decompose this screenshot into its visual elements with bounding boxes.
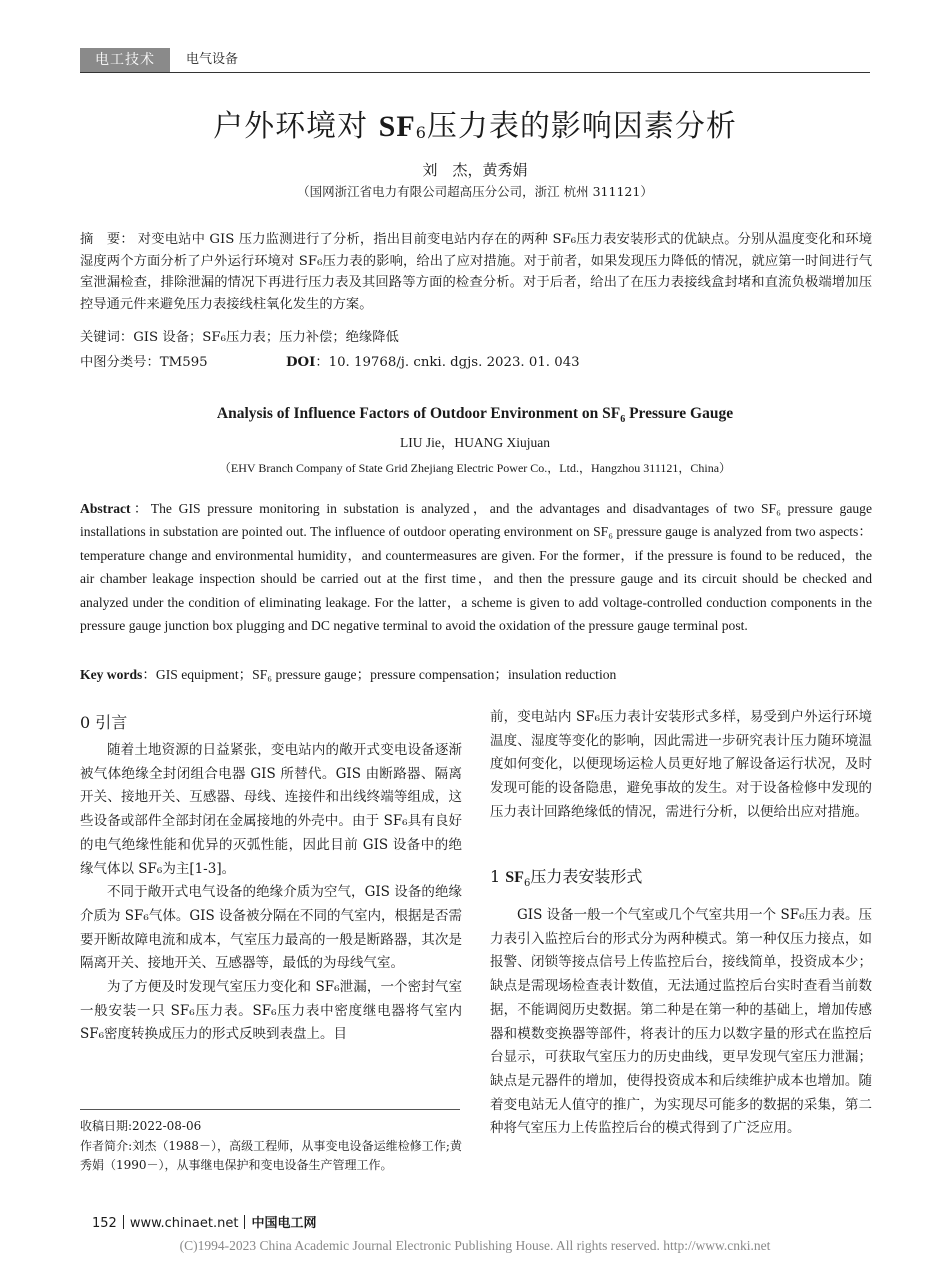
abstract-cn bbox=[80, 229, 872, 315]
classification-line bbox=[80, 352, 872, 374]
affiliation: （国网浙江省电力有限公司超高压分公司，浙江 杭州 311121） bbox=[297, 184, 653, 199]
header-divider bbox=[80, 72, 870, 73]
journal-section-name: 电气设备 bbox=[186, 52, 239, 67]
right-column-top bbox=[490, 706, 872, 825]
abstract-en bbox=[80, 497, 872, 637]
footnote bbox=[80, 1117, 462, 1176]
right-column-bottom bbox=[490, 904, 872, 1141]
section-heading-1: 1 $SF_6$压力表安装形式 bbox=[490, 867, 643, 890]
footnote-divider bbox=[80, 1109, 460, 1110]
keywords-cn-text: GIS 设备；SF₆压力表；压力补偿；绝缘降低 bbox=[133, 330, 399, 345]
website-link[interactable]: www.chinaet.net bbox=[129, 1216, 239, 1231]
keywords-en-label: Key words bbox=[80, 667, 143, 682]
english-affiliation: （EHV Branch Company of State Grid Zhejiang Electric Power Co.，Ltd.，Hangzhou 311121，China） bbox=[218, 461, 732, 475]
authors: 刘 杰，黄秀娟 bbox=[422, 161, 528, 179]
paragraph: GIS 设备一般一个气室或几个气室共用一个 SF₆压力表。压力表引入监控后台的形式分为两种模式。第一种仅压力接点，如报警、闭锁等接点信号上传监控后台，接线简单，投资成本少；缺点是需现场检查表计数值，无法通过监控后台实时查看当前数据，不能调阅历史数据。第二种是在第一种的基础上，增加传感器和模数变换器等部件，将表计的压力以数字量的形式在监控后台显示，可获取气室压力的历史曲线，更早发现气室压力泄漏；缺点是元器件的增加，使得投资成本和后续维护成本也增加。随着变电站无人值守的推广，为实现尽可能多的数据的采集，第二种将气室压力上传监控后台的模式得到了广泛应用。 bbox=[490, 907, 872, 1137]
journal-section-tag: 电工技术 bbox=[80, 48, 170, 72]
english-title: Analysis of Influence Factors of Outdoor Environment on $SF_6$ Pressure Gauge bbox=[216, 405, 734, 426]
paragraph: 前，变电站内 SF₆压力表计安装形式多样，易受到户外运行环境温度、湿度等变化的影响，因此需进一步研究表计压力随环境温度如何变化，以便现场运检人员更好地了解设备运行状况，及时发现可能的设备隐患，避免事故的发生。对于设备检修中发现的压力表计回路绝缘低的情况，需进行分析，以便给出应对措施。 bbox=[490, 709, 872, 820]
left-column bbox=[80, 739, 462, 1047]
classification-value: TM595 bbox=[159, 355, 208, 370]
abstract-cn-text: 对变电站中 GIS 压力监测进行了分析，指出目前变电站内存在的两种 SF₆压力表安装形式的优缺点。分别从温度变化和环境湿度两个方面分析了户外运行环境对 SF₆压力表的影响，给出了应对措施。对于前者，如果发现压力降低的情况，就应第一时间进行气室泄漏检查，排除泄漏的情况下再进行压力表及其回路等方面的检查分析。对于后者，给出了在压力表接线盒封堵和直流负极端增加压控导通元件来避免压力表接线柱氧化发生的方案。 bbox=[80, 232, 873, 312]
abstract-en-text: ：The GIS pressure monitoring in substation is analyzed，and the advantages and disadvantages of two SF₆ pressure gauge installations in substation are pointed out. The influence of outdoor operating environment on SF₆ pressure gauge is analyzed from two aspects：temperature change and environmental humidity，and countermeasures are given. For the former，if the pressure is found to be reduced，the air chamber leakage inspection should be carried out at the first time，and then the pressure gauge and its circuit should be checked and analyzed under the condition of eliminating leakage. For the latter，a scheme is given to add voltage-controlled conduction components in the pressure gauge junction box plugging and DC negative terminal to avoid the oxidation of the pressure gauge terminal post. bbox=[80, 501, 872, 634]
page-footer bbox=[92, 1214, 316, 1234]
received-date: 收稿日期:2022-08-06 bbox=[80, 1119, 202, 1133]
page-number: 152 bbox=[92, 1216, 117, 1231]
abstract-en-label: Abstract bbox=[80, 501, 131, 516]
paper-title: 户外环境对 $SF_6$压力表的影响因素分析 bbox=[213, 109, 737, 144]
paragraph: 为了方便及时发现气室压力变化和 SF₆泄漏，一个密封气室一般安装一只 SF₆压力表。SF₆压力表中密度继电器将气室内 SF₆密度转换成压力的形式反映到表盘上。目 bbox=[80, 979, 462, 1043]
paragraph: 不同于敞开式电气设备的绝缘介质为空气，GIS 设备的绝缘介质为 SF₆气体。GIS 设备被分隔在不同的气室内，根据是否需要开断故障电流和成本，气室压力最高的一般是断路器，其次是隔离开关、接地开关、互感器等，最低的为母线气室。 bbox=[80, 884, 462, 972]
copyright-notice: (C)1994-2023 China Academic Journal Electronic Publishing House. All rights reserved. http://www.cnki.net bbox=[179, 1238, 771, 1253]
keywords-en-text: ：GIS equipment；SF₆ pressure gauge；pressure compensation；insulation reduction bbox=[142, 667, 617, 682]
keywords-en bbox=[80, 663, 872, 686]
abstract-cn-label: 摘 要： bbox=[80, 232, 134, 247]
journal-brand: 中国电工网 bbox=[251, 1216, 317, 1231]
footer-separator bbox=[244, 1215, 245, 1229]
section-heading-intro: 0 引言 bbox=[80, 713, 128, 732]
doi: DOI：10. 19768/j. cnki. dgjs. 2023. 01. 043 bbox=[286, 355, 580, 370]
keywords-cn-label: 关键词： bbox=[80, 330, 134, 345]
author-bio: 作者简介:刘杰（1988－），高级工程师，从事变电设备运维检修工作;黄秀娟（1990－），从事继电保护和变电设备生产管理工作。 bbox=[80, 1138, 462, 1172]
keywords-cn bbox=[80, 327, 872, 349]
classification-label: 中图分类号： bbox=[80, 355, 160, 370]
paragraph: 随着土地资源的日益紧张，变电站内的敞开式变电设备逐渐被气体绝缘全封闭组合电器 GIS 所替代。GIS 由断路器、隔离开关、接地开关、互感器、母线、连接件和出线终端等组成，这些设备或部件全部封闭在金属接地的外壳中。由于 SF₆具有良好的电气绝缘性能和优异的灭弧性能，因此目前 GIS 设备中的绝缘气体以 SF₆为主[1-3]。 bbox=[80, 742, 462, 877]
english-authors: LIU Jie，HUANG Xiujuan bbox=[400, 435, 550, 450]
footer-separator bbox=[123, 1215, 124, 1229]
